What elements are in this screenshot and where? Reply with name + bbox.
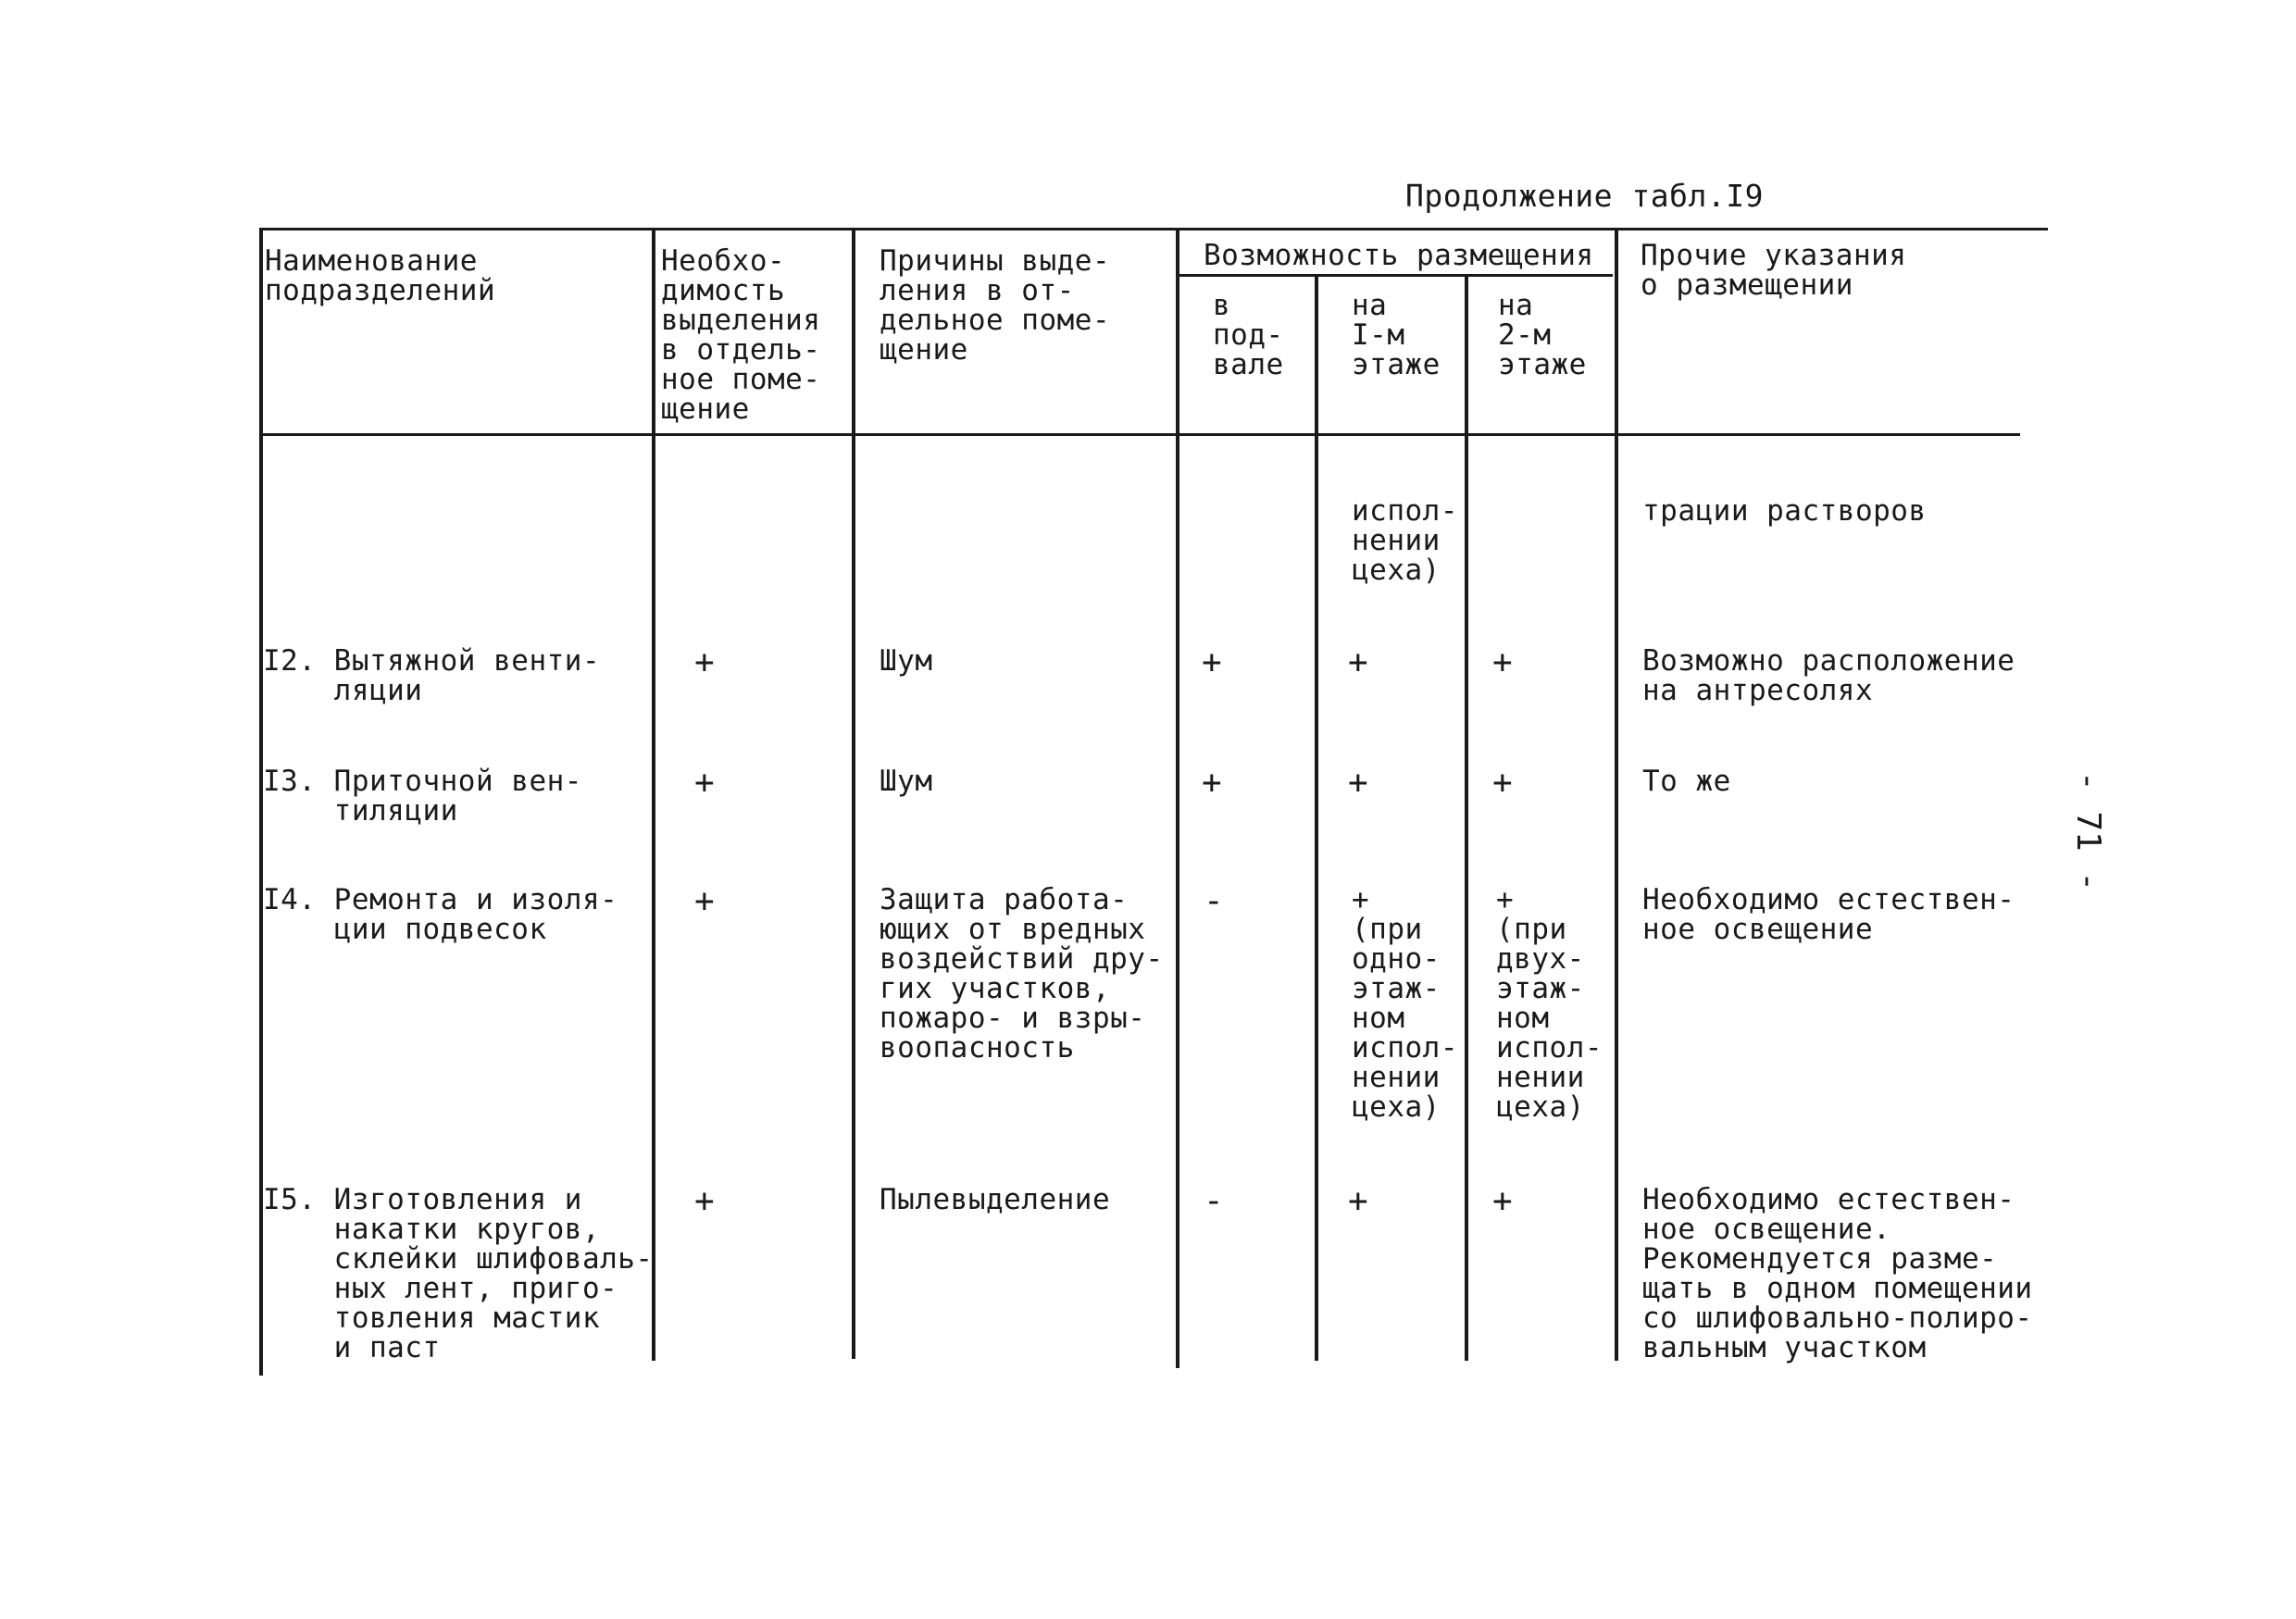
cell-floor2: + [1492,1182,1513,1220]
cell-need: + [694,764,715,802]
cell-floor2: + [1492,643,1513,681]
cell-name: I4. Ремонта и изоля- ции подвесок [263,883,618,946]
header-floor2: на 2-м этаже [1498,289,1587,381]
cell-basement: - [1204,882,1224,920]
cell-basement: - [1204,1182,1224,1220]
col-border-4 [1176,228,1179,1368]
cell-floor1: + [1348,1182,1368,1220]
cell-need: + [694,1182,715,1220]
col-border-7 [1615,228,1618,1361]
header-need: Необхо- димость выделения в отдель- ное поме- щение [661,244,821,426]
cell-name: I2. Вытяжной венти- ляции [263,644,601,707]
table-caption: Продолжение табл.I9 [1405,178,1764,214]
cell-floor1: + [1348,764,1368,802]
col-border-5 [1315,276,1318,1361]
page-number: - 71 - [2069,770,2108,892]
cell-need: + [694,882,715,920]
header-basement: в под- вале [1213,289,1284,381]
header-notes: Прочие указания о размещении [1641,239,1907,302]
cell-reason: Защита работа- ющих от вредных воздействий дру- гих участков, пожаро- и взры- воопасность [880,883,1164,1065]
header-bottom-rule [261,433,2020,436]
group-header-rule [1178,274,1613,277]
table-top-rule [261,228,2048,230]
col-border-3 [852,228,855,1359]
cell-reason: Шум [880,765,933,798]
header-reason: Причины выде- ления в от- дельное поме- щение [880,244,1111,367]
cell-floor2: + (при двух- этаж- ном испол- нении цеха) [1496,883,1603,1124]
cell-notes: Необходимо естествен- ное освещение [1642,883,2015,946]
cell-name: I3. Приточной вен- тиляции [263,765,582,828]
cell-reason: Пылевыделение [880,1183,1111,1216]
cell-notes: Необходимо естествен- ное освещение. Рекомендуется разме- щать в одном помещении со шлифовально-полиро- вальным участком [1642,1183,2033,1364]
cell-floor2: + [1492,764,1513,802]
header-placement-group: Возможность размещения [1204,239,1594,272]
cell-notes: трации растворов [1642,494,1927,528]
col-border-6 [1465,276,1468,1361]
cell-notes: То же [1642,765,1731,798]
header-floor1: на I-м этаже [1352,289,1441,381]
cell-reason: Шум [880,644,933,678]
header-name: Наименование подразделений [265,244,496,307]
cell-floor1: + [1348,643,1368,681]
cell-name: I5. Изготовления и накатки кругов, склейки шлифоваль- ных лент, приго- товления мастик и паст [263,1183,654,1364]
cell-basement: + [1202,764,1222,802]
cell-notes: Возможно расположение на антресолях [1642,644,2015,707]
cell-basement: + [1202,643,1222,681]
cell-floor1: испол- нении цеха) [1352,494,1458,587]
cell-floor1: + (при одно- этаж- ном испол- нении цеха) [1352,883,1458,1124]
cell-need: + [694,643,715,681]
